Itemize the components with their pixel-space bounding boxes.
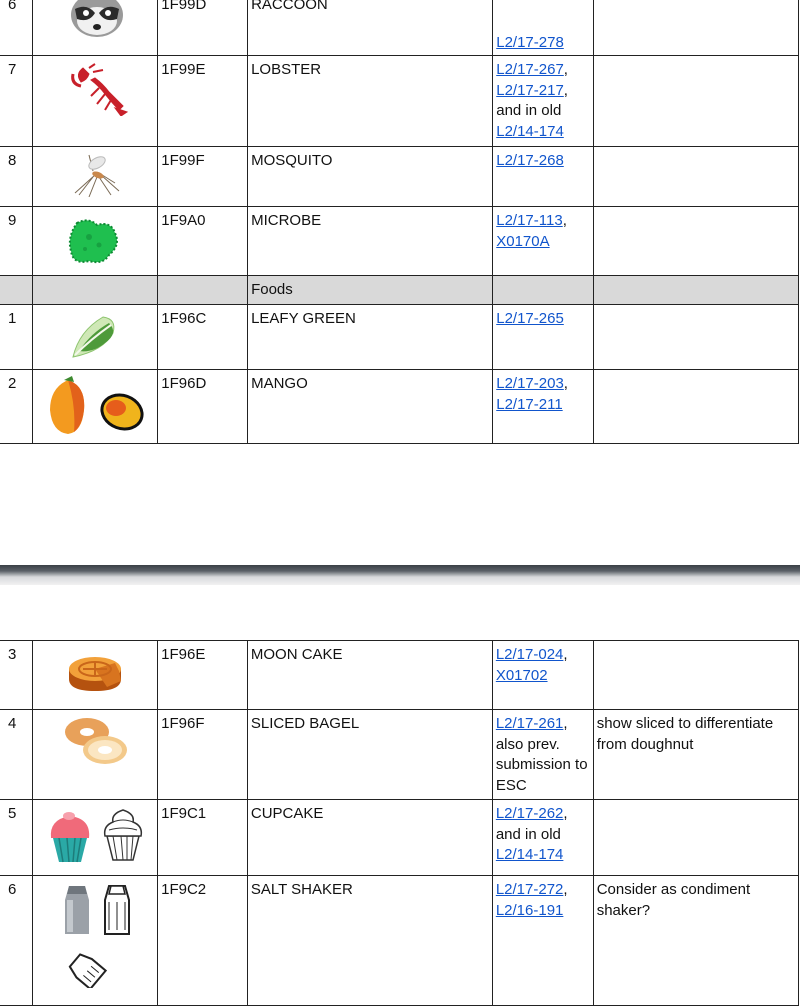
table-row	[0, 370, 799, 444]
table-row	[0, 641, 799, 710]
table-row	[0, 876, 799, 1006]
notes-cell	[594, 370, 799, 444]
source-text: also prev.	[495, 735, 560, 753]
section-row	[0, 276, 799, 305]
mosquito-icon	[71, 153, 121, 197]
row-number: 3	[0, 641, 32, 710]
notes-cell	[593, 800, 798, 876]
emoji-name: LEAFY GREEN	[248, 305, 493, 370]
separator-text: ,	[563, 715, 568, 732]
source-link[interactable]: L2/14-174	[496, 122, 564, 140]
code-point: 1F96D	[158, 370, 248, 444]
emoji-image-cell	[32, 0, 157, 56]
emoji-name: MOON CAKE	[247, 641, 492, 710]
document-page-2	[0, 585, 800, 990]
source-link[interactable]: L2/17-267	[496, 61, 564, 78]
source-link[interactable]: L2/14-174	[495, 846, 564, 863]
section-cell	[594, 276, 799, 305]
notes-cell	[594, 56, 799, 147]
notes-cell	[593, 641, 798, 710]
row-number: 5	[0, 800, 32, 876]
source-cell	[492, 876, 593, 1006]
row-number: 8	[0, 147, 32, 207]
source-link[interactable]: L2/17-278	[496, 33, 564, 51]
source-link[interactable]: L2/17-272	[495, 881, 564, 898]
separator-text: ,	[563, 375, 568, 392]
emoji-image-cell	[32, 876, 157, 1006]
emoji-table-page-1	[0, 0, 799, 444]
emoji-image-cell	[32, 305, 157, 370]
source-link[interactable]: X01702	[495, 666, 548, 684]
row-number: 6	[0, 876, 32, 1006]
separator-text: ,	[563, 81, 568, 99]
table-row	[0, 207, 799, 276]
source-link[interactable]: L2/17-113	[496, 212, 563, 229]
bagel-icon	[63, 714, 129, 768]
source-cell	[492, 641, 593, 710]
source-cell	[492, 710, 593, 800]
source-link[interactable]: L2/17-024	[495, 646, 564, 663]
code-point: 1F96F	[158, 710, 248, 800]
source-link[interactable]: L2/17-262	[495, 805, 564, 822]
code-point: 1F9A0	[158, 207, 248, 276]
lobster-icon	[69, 60, 129, 116]
emoji-image-cell	[32, 800, 157, 876]
code-point: 1F99E	[158, 56, 248, 147]
source-text: submission to	[495, 756, 588, 773]
source-cell	[493, 56, 594, 147]
row-number: 4	[0, 710, 32, 800]
source-cell	[493, 147, 594, 207]
separator-text: ,	[563, 805, 568, 822]
source-cell	[492, 800, 593, 876]
cupcake-icon	[47, 806, 147, 864]
emoji-name: RACCOON	[248, 0, 493, 56]
table-row	[0, 305, 799, 370]
code-point: 1F99F	[158, 147, 248, 207]
row-number: 7	[0, 56, 32, 147]
source-text: and in old	[496, 102, 562, 119]
table-row	[0, 147, 799, 207]
emoji-table-page-2	[0, 640, 799, 1006]
code-point: 1F99D	[158, 0, 248, 56]
code-point: 1F96C	[158, 305, 248, 370]
source-link[interactable]: L2/16-191	[495, 901, 564, 919]
row-number: 1	[0, 305, 32, 370]
notes-cell	[594, 147, 799, 207]
section-cell	[32, 276, 157, 305]
notes-cell	[594, 0, 799, 56]
section-cell	[0, 276, 32, 305]
emoji-name: SLICED BAGEL	[247, 710, 492, 800]
salt-shaker-icon	[47, 880, 147, 988]
source-text: ESC	[495, 776, 527, 794]
emoji-image-cell	[32, 370, 157, 444]
emoji-image-cell	[32, 710, 157, 800]
row-number: 6	[0, 0, 32, 56]
row-number: 9	[0, 207, 32, 276]
code-point: 1F9C1	[158, 800, 248, 876]
row-number: 2	[0, 370, 32, 444]
emoji-image-cell	[32, 207, 157, 276]
emoji-name: SALT SHAKER	[247, 876, 492, 1006]
page-separator	[0, 565, 800, 585]
notes-cell	[594, 207, 799, 276]
source-link[interactable]: X0170A	[496, 232, 550, 250]
source-link[interactable]: L2/17-268	[496, 152, 564, 169]
separator-text: ,	[562, 212, 567, 229]
emoji-name: MOSQUITO	[248, 147, 493, 207]
source-cell	[493, 207, 594, 276]
separator-text: ,	[563, 881, 568, 898]
notes-cell: show sliced to differentiate from doughnut	[593, 710, 798, 800]
source-link[interactable]: L2/17-217	[496, 81, 564, 99]
table-row	[0, 0, 799, 56]
source-text: and in old	[495, 825, 561, 843]
notes-cell	[594, 305, 799, 370]
microbe-icon	[67, 215, 121, 267]
emoji-name: LOBSTER	[248, 56, 493, 147]
leafy-green-icon	[69, 311, 121, 361]
emoji-image-cell	[32, 56, 157, 147]
emoji-name: MICROBE	[248, 207, 493, 276]
separator-text: ,	[563, 61, 568, 78]
emoji-name: MANGO	[248, 370, 493, 444]
emoji-name: CUPCAKE	[247, 800, 492, 876]
moon-cake-icon	[65, 647, 125, 697]
emoji-image-cell	[32, 147, 157, 207]
notes-cell: Consider as condiment shaker?	[593, 876, 798, 1006]
source-link[interactable]: L2/17-265	[496, 310, 564, 327]
table-row	[0, 800, 799, 876]
source-cell	[493, 370, 594, 444]
source-link[interactable]: L2/17-261	[495, 715, 564, 732]
source-cell	[493, 305, 594, 370]
table-row	[0, 56, 799, 147]
source-link[interactable]: L2/17-211	[496, 395, 563, 413]
mango-icon	[46, 376, 146, 438]
code-point: 1F9C2	[158, 876, 248, 1006]
section-cell	[158, 276, 248, 305]
raccoon-icon	[67, 0, 127, 41]
source-link[interactable]: L2/17-203	[496, 375, 564, 392]
emoji-image-cell	[32, 641, 157, 710]
separator-text: ,	[563, 646, 568, 663]
source-cell	[493, 0, 594, 56]
section-cell	[493, 276, 594, 305]
code-point: 1F96E	[158, 641, 248, 710]
table-row	[0, 710, 799, 800]
section-label: Foods	[248, 276, 493, 305]
